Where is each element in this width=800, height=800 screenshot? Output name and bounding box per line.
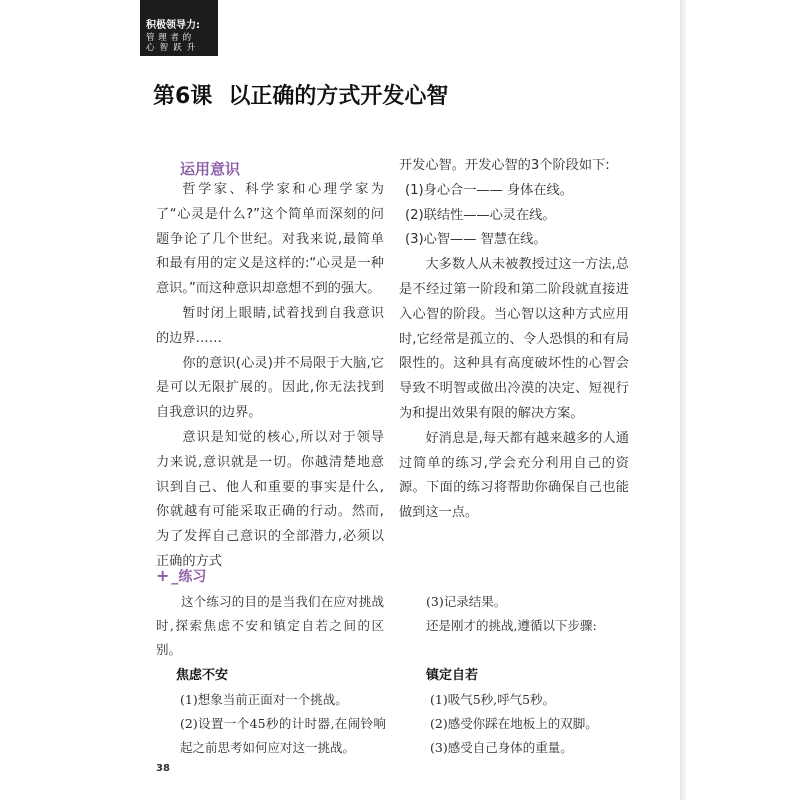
exercise-title-text: _练习 [171,569,207,585]
plus-icon: + [156,566,170,585]
calm-heading: 镇定自若 [426,668,479,683]
stage-item: (1)身心合一—— 身体在线。 [405,182,573,198]
calm-step: (3)感受自己身体的重量。 [430,740,573,755]
stage-item: (3)心智—— 智慧在线。 [405,232,547,248]
body-paragraph: 大多数人从未被教授过这一方法,总是不经过第一阶段和第二阶段就直接进入心智的阶段。当心智以这种方式应用时,它经常是孤立的、令人恐惧的和有局限性的。这种具有高度破坏性的心智会导致不明智或做出冷漠的决定、短视行为和提出效果有限的解决方案。 [399,257,629,421]
body-paragraph: 开发心智。开发心智的3个阶段如下: [399,158,610,173]
badge-line-3: 心 智 跃 升 [146,43,197,53]
lesson-title: 以正确的方式开发心智 [228,84,449,109]
body-paragraph: 哲学家、科学家和心理学家为了“心灵是什么?”这个简单而深刻的问题争论了几个世纪。对我来说,最简单和最有用的定义是这样的:“心灵是一种意识。”而这种意识却意想不到的强大。 [156,182,384,297]
anxious-block [176,664,386,760]
exercise-instruction: 还是刚才的挑战,遵循以下步骤: [426,618,597,633]
page-edge [680,0,686,800]
exercise-title [156,566,206,586]
exercise-left-intro [156,590,384,662]
page-number: 38 [156,763,170,774]
calm-block [426,664,636,760]
anxious-heading: 焦虑不安 [176,668,229,683]
stage-item: (2)联结性——心灵在线。 [405,207,556,223]
lesson-number: 第6课 [153,84,213,109]
body-paragraph: 你的意识(心灵)并不局限于大脑,它是可以无限扩展的。因此,你无法找到自我意识的边界。 [156,355,384,421]
book-title-badge [140,0,218,56]
body-paragraph: 好消息是,每天都有越来越多的人通过简单的练习,学会充分利用自己的资源。下面的练习将帮助你确保自己也能做到这一点。 [399,430,629,521]
calm-step: (1)吸气5秒,呼气5秒。 [430,692,556,707]
calm-step: (2)感受你踩在地板上的双脚。 [430,716,598,731]
section-title: 运用意识 [180,160,241,178]
badge-line-2: 管 理 者 的 [146,33,192,43]
exercise-intro: 这个练习的目的是当我们在应对挑战时,探索焦虑不安和镇定自若之间的区别。 [156,594,384,657]
exercise-step: (3)记录结果。 [426,594,507,609]
body-paragraph: 暂时闭上眼睛,试着找到自我意识的边界…… [156,305,384,346]
exercise-right-intro [426,590,636,638]
right-column [399,154,629,526]
lesson-heading [153,82,448,112]
body-paragraph: 意识是知觉的核心,所以对于领导力来说,意识就是一切。你越清楚地意识到自己、他人和重要的事实是什么,你就越有可能采取正确的行动。然而,为了发挥自己意识的全部潜力,必须以正确的方式 [156,429,384,569]
anxious-step: (1)想象当前正面对一个挑战。 [180,692,348,707]
badge-line-1: 积极领导力: [146,20,200,31]
anxious-step: (2)设置一个45秒的计时器,在闹铃响起之前思考如何应对这一挑战。 [180,716,386,755]
left-column [156,178,384,575]
